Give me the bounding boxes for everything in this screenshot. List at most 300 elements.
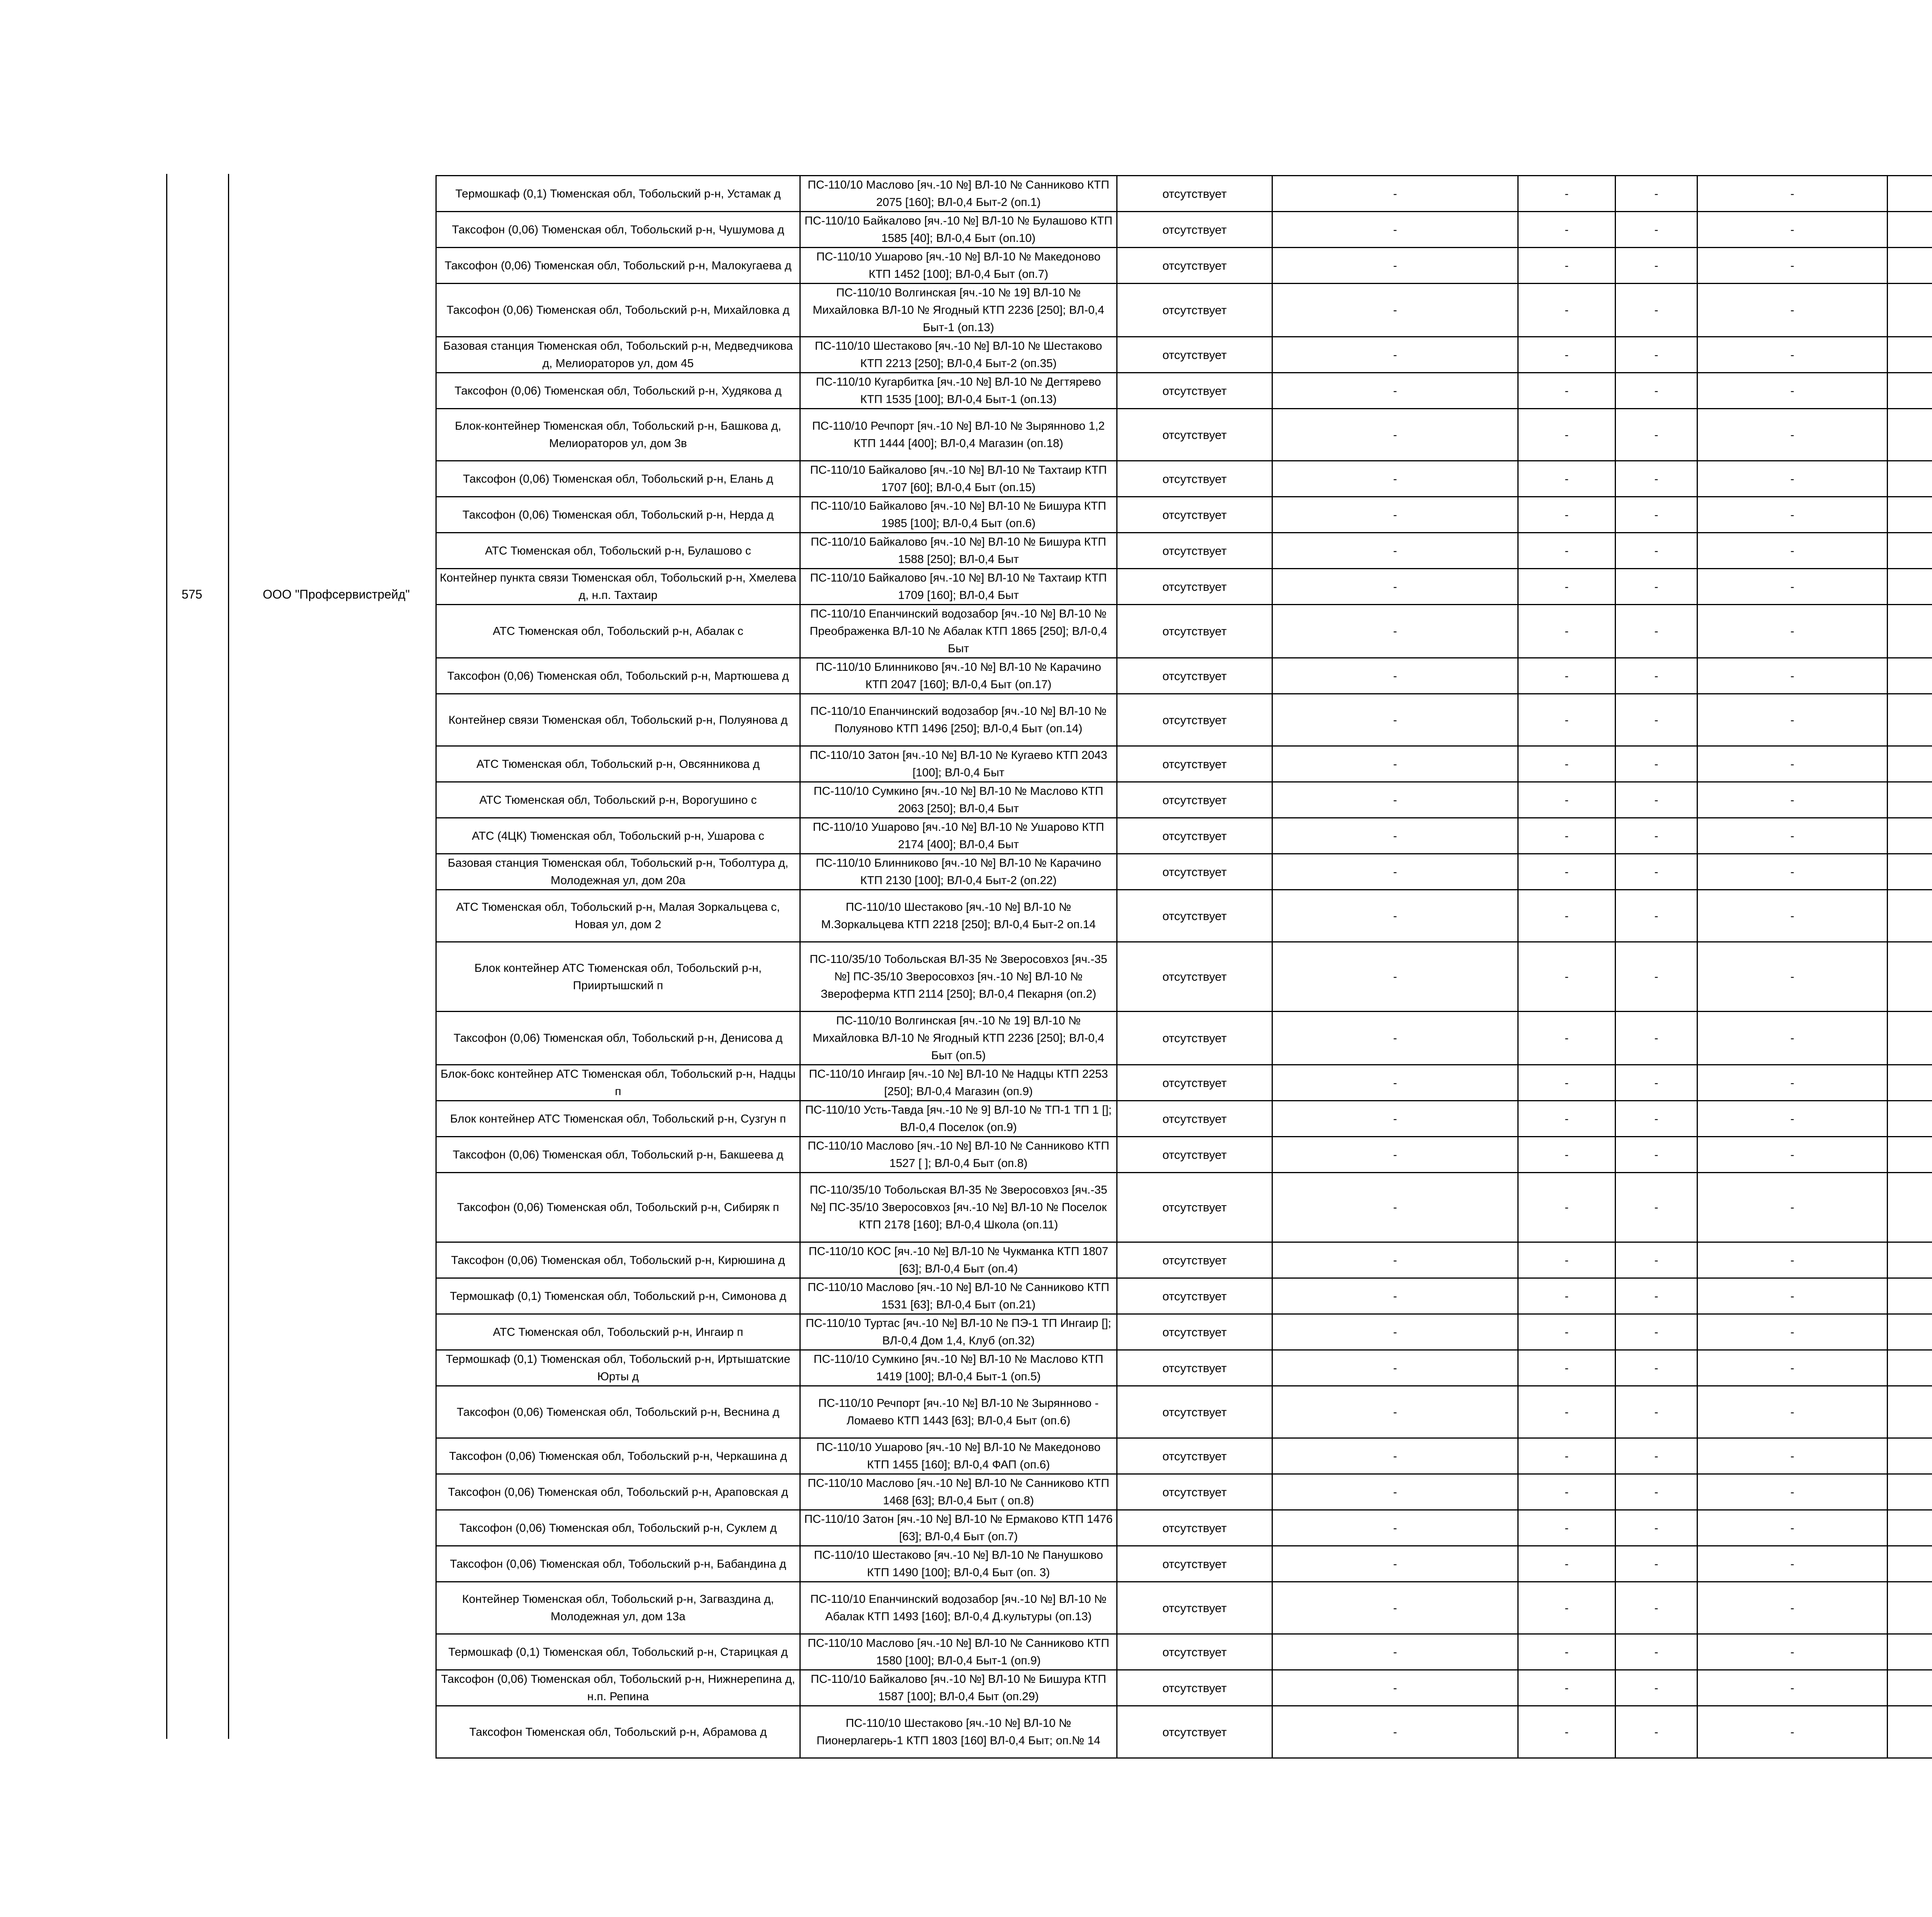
- value-cell-3: -: [1616, 605, 1697, 658]
- table-row: [436, 694, 1932, 746]
- table-row: [436, 1670, 1932, 1706]
- value-cell-2: -: [1518, 373, 1616, 409]
- value-cell-4: -: [1697, 1438, 1888, 1474]
- supply-route-cell: ПС-110/10 Маслово [яч.-10 №] ВЛ-10 № Санниково КТП 1527 [ ]; ВЛ-0,4 Быт (оп.8): [800, 1137, 1117, 1173]
- value-cell-3: -: [1616, 1101, 1697, 1137]
- status-cell: отсутствует: [1117, 284, 1272, 337]
- object-cell: Термошкаф (0,1) Тюменская обл, Тобольский р-н, Симонова д: [436, 1278, 800, 1314]
- table-row: [436, 1242, 1932, 1278]
- value-cell-4: -: [1697, 942, 1888, 1012]
- value-cell-4: -: [1697, 1706, 1888, 1758]
- value-cell-1: -: [1272, 373, 1518, 409]
- value-cell-3: -: [1616, 854, 1697, 890]
- value-cell-1: -: [1272, 569, 1518, 605]
- object-cell: Таксофон (0,06) Тюменская обл, Тобольский р-н, Араповская д: [436, 1474, 800, 1510]
- supply-route-cell: ПС-110/10 Усть-Тавда [яч.-10 № 9] ВЛ-10 № ТП-1 ТП 1 []; ВЛ-0,4 Поселок (оп.9): [800, 1101, 1117, 1137]
- table-row: [436, 1065, 1932, 1101]
- status-cell: отсутствует: [1117, 409, 1272, 461]
- supply-route-cell: ПС-110/10 Ушарово [яч.-10 №] ВЛ-10 № Македоново КТП 1455 [160]; ВЛ-0,4 ФАП (оп.6): [800, 1438, 1117, 1474]
- table-row: [436, 1386, 1932, 1438]
- value-cell-2: -: [1518, 818, 1616, 854]
- value-cell-3: -: [1616, 461, 1697, 497]
- value-cell-2: -: [1518, 1065, 1616, 1101]
- value-cell-5: [1888, 1510, 1932, 1546]
- value-cell-2: -: [1518, 854, 1616, 890]
- value-cell-1: -: [1272, 284, 1518, 337]
- object-cell: АТС Тюменская обл, Тобольский р-н, Овсянникова д: [436, 746, 800, 782]
- value-cell-1: -: [1272, 1510, 1518, 1546]
- value-cell-3: -: [1616, 818, 1697, 854]
- value-cell-4: -: [1697, 1386, 1888, 1438]
- value-cell-2: -: [1518, 284, 1616, 337]
- value-cell-5: [1888, 248, 1932, 284]
- object-cell: Таксофон (0,06) Тюменская обл, Тобольский р-н, Малокугаева д: [436, 248, 800, 284]
- value-cell-1: -: [1272, 497, 1518, 533]
- value-cell-4: -: [1697, 1634, 1888, 1670]
- value-cell-1: -: [1272, 1012, 1518, 1065]
- objects-table: [435, 175, 1932, 1759]
- object-cell: Блок-бокс контейнер АТС Тюменская обл, Тобольский р-н, Надцы п: [436, 1065, 800, 1101]
- value-cell-3: -: [1616, 569, 1697, 605]
- object-cell: Таксофон (0,06) Тюменская обл, Тобольский р-н, Мартюшева д: [436, 658, 800, 694]
- status-cell: отсутствует: [1117, 818, 1272, 854]
- status-cell: отсутствует: [1117, 1101, 1272, 1137]
- value-cell-4: -: [1697, 1474, 1888, 1510]
- object-cell: Таксофон (0,06) Тюменская обл, Тобольский р-н, Михайловка д: [436, 284, 800, 337]
- status-cell: отсутствует: [1117, 1706, 1272, 1758]
- table-row: [436, 1101, 1932, 1137]
- value-cell-4: -: [1697, 1582, 1888, 1634]
- supply-route-cell: ПС-110/10 Маслово [яч.-10 №] ВЛ-10 № Санниково КТП 1531 [63]; ВЛ-0,4 Быт (оп.21): [800, 1278, 1117, 1314]
- value-cell-5: [1888, 373, 1932, 409]
- value-cell-4: -: [1697, 1173, 1888, 1242]
- supply-route-cell: ПС-110/10 КОС [яч.-10 №] ВЛ-10 № Чукманка КТП 1807 [63]; ВЛ-0,4 Быт (оп.4): [800, 1242, 1117, 1278]
- object-cell: АТС (4ЦК) Тюменская обл, Тобольский р-н, Ушарова с: [436, 818, 800, 854]
- value-cell-2: -: [1518, 942, 1616, 1012]
- value-cell-3: -: [1616, 212, 1697, 248]
- table-row: [436, 605, 1932, 658]
- value-cell-5: [1888, 1386, 1932, 1438]
- supply-route-cell: ПС-110/35/10 Тобольская ВЛ-35 № Зверосовхоз [яч.-35 №] ПС-35/10 Зверосовхоз [яч.-10 №] ВЛ-10 № Поселок КТП 2178 [160]; ВЛ-0,4 Школа (оп.11): [800, 1173, 1117, 1242]
- object-cell: Таксофон (0,06) Тюменская обл, Тобольский р-н, Денисова д: [436, 1012, 800, 1065]
- value-cell-2: -: [1518, 569, 1616, 605]
- object-cell: АТС Тюменская обл, Тобольский р-н, Абалак с: [436, 605, 800, 658]
- status-cell: отсутствует: [1117, 373, 1272, 409]
- object-cell: Таксофон (0,06) Тюменская обл, Тобольский р-н, Елань д: [436, 461, 800, 497]
- supply-route-cell: ПС-110/10 Волгинская [яч.-10 № 19] ВЛ-10 № Михайловка ВЛ-10 № Ягодный КТП 2236 [250]; ВЛ-0,4 Быт (оп.5): [800, 1012, 1117, 1065]
- value-cell-3: -: [1616, 248, 1697, 284]
- value-cell-2: -: [1518, 658, 1616, 694]
- value-cell-2: -: [1518, 1670, 1616, 1706]
- status-cell: отсутствует: [1117, 337, 1272, 373]
- value-cell-5: [1888, 176, 1932, 212]
- value-cell-1: -: [1272, 605, 1518, 658]
- value-cell-3: -: [1616, 1173, 1697, 1242]
- value-cell-1: -: [1272, 854, 1518, 890]
- table-row: [436, 782, 1932, 818]
- status-cell: отсутствует: [1117, 1670, 1272, 1706]
- value-cell-1: -: [1272, 461, 1518, 497]
- object-cell: Блок контейнер АТС Тюменская обл, Тобольский р-н, Прииртышский п: [436, 942, 800, 1012]
- value-cell-5: [1888, 212, 1932, 248]
- value-cell-2: -: [1518, 1474, 1616, 1510]
- value-cell-1: -: [1272, 890, 1518, 942]
- value-cell-1: -: [1272, 1386, 1518, 1438]
- object-cell: Таксофон (0,06) Тюменская обл, Тобольский р-н, Веснина д: [436, 1386, 800, 1438]
- value-cell-2: -: [1518, 782, 1616, 818]
- supply-route-cell: ПС-110/10 Волгинская [яч.-10 № 19] ВЛ-10 № Михайловка ВЛ-10 № Ягодный КТП 2236 [250]; ВЛ-0,4 Быт-1 (оп.13): [800, 284, 1117, 337]
- value-cell-5: [1888, 890, 1932, 942]
- value-cell-1: -: [1272, 409, 1518, 461]
- value-cell-2: -: [1518, 337, 1616, 373]
- value-cell-3: -: [1616, 1582, 1697, 1634]
- value-cell-4: -: [1697, 1012, 1888, 1065]
- value-cell-4: -: [1697, 605, 1888, 658]
- supply-route-cell: ПС-110/10 Блинниково [яч.-10 №] ВЛ-10 № Карачино КТП 2130 [100]; ВЛ-0,4 Быт-2 (оп.22): [800, 854, 1117, 890]
- table-row: [436, 1278, 1932, 1314]
- value-cell-3: -: [1616, 1278, 1697, 1314]
- status-cell: отсутствует: [1117, 1242, 1272, 1278]
- value-cell-1: -: [1272, 1670, 1518, 1706]
- table-row: [436, 212, 1932, 248]
- value-cell-4: -: [1697, 533, 1888, 569]
- value-cell-5: [1888, 1438, 1932, 1474]
- status-cell: отсутствует: [1117, 1634, 1272, 1670]
- value-cell-3: -: [1616, 890, 1697, 942]
- value-cell-5: [1888, 1065, 1932, 1101]
- value-cell-4: -: [1697, 1546, 1888, 1582]
- value-cell-5: [1888, 1546, 1932, 1582]
- supply-route-cell: ПС-110/10 Байкалово [яч.-10 №] ВЛ-10 № Булашово КТП 1585 [40]; ВЛ-0,4 Быт (оп.10): [800, 212, 1117, 248]
- value-cell-3: -: [1616, 658, 1697, 694]
- value-cell-4: -: [1697, 337, 1888, 373]
- status-cell: отсутствует: [1117, 1474, 1272, 1510]
- value-cell-1: -: [1272, 1474, 1518, 1510]
- value-cell-5: [1888, 1137, 1932, 1173]
- value-cell-5: [1888, 1012, 1932, 1065]
- table-row: [436, 533, 1932, 569]
- value-cell-5: [1888, 1634, 1932, 1670]
- value-cell-5: [1888, 746, 1932, 782]
- table-row: [436, 658, 1932, 694]
- value-cell-3: -: [1616, 1706, 1697, 1758]
- object-cell: Базовая станция Тюменская обл, Тобольский р-н, Медведчикова д, Мелиораторов ул, дом 45: [436, 337, 800, 373]
- value-cell-2: -: [1518, 533, 1616, 569]
- supply-route-cell: ПС-110/10 Речпорт [яч.-10 №] ВЛ-10 № Зырянново 1,2 КТП 1444 [400]; ВЛ-0,4 Магазин (оп.18): [800, 409, 1117, 461]
- table-row: [436, 409, 1932, 461]
- value-cell-4: -: [1697, 409, 1888, 461]
- status-cell: отсутствует: [1117, 942, 1272, 1012]
- value-cell-1: -: [1272, 1582, 1518, 1634]
- status-cell: отсутствует: [1117, 694, 1272, 746]
- value-cell-3: -: [1616, 176, 1697, 212]
- value-cell-5: [1888, 533, 1932, 569]
- object-cell: Таксофон (0,06) Тюменская обл, Тобольский р-н, Кирюшина д: [436, 1242, 800, 1278]
- value-cell-2: -: [1518, 1706, 1616, 1758]
- object-cell: Таксофон (0,06) Тюменская обл, Тобольский р-н, Нерда д: [436, 497, 800, 533]
- value-cell-2: -: [1518, 1386, 1616, 1438]
- value-cell-3: -: [1616, 782, 1697, 818]
- supply-route-cell: ПС-110/10 Байкалово [яч.-10 №] ВЛ-10 № Тахтаир КТП 1709 [160]; ВЛ-0,4 Быт: [800, 569, 1117, 605]
- value-cell-1: -: [1272, 1101, 1518, 1137]
- value-cell-2: -: [1518, 890, 1616, 942]
- value-cell-5: [1888, 1350, 1932, 1386]
- value-cell-1: -: [1272, 1546, 1518, 1582]
- table-row: [436, 1546, 1932, 1582]
- value-cell-5: [1888, 1242, 1932, 1278]
- value-cell-2: -: [1518, 1582, 1616, 1634]
- value-cell-5: [1888, 1670, 1932, 1706]
- value-cell-3: -: [1616, 409, 1697, 461]
- value-cell-4: -: [1697, 1137, 1888, 1173]
- value-cell-4: -: [1697, 176, 1888, 212]
- object-cell: Блок контейнер АТС Тюменская обл, Тобольский р-н, Сузгун п: [436, 1101, 800, 1137]
- table-row: [436, 1582, 1932, 1634]
- value-cell-4: -: [1697, 1065, 1888, 1101]
- value-cell-1: -: [1272, 782, 1518, 818]
- value-cell-2: -: [1518, 605, 1616, 658]
- status-cell: отсутствует: [1117, 1350, 1272, 1386]
- supply-route-cell: ПС-110/10 Затон [яч.-10 №] ВЛ-10 № Кугаево КТП 2043 [100]; ВЛ-0,4 Быт: [800, 746, 1117, 782]
- status-cell: отсутствует: [1117, 890, 1272, 942]
- status-cell: отсутствует: [1117, 212, 1272, 248]
- value-cell-1: -: [1272, 1242, 1518, 1278]
- value-cell-4: -: [1697, 1314, 1888, 1350]
- status-cell: отсутствует: [1117, 658, 1272, 694]
- object-cell: Термошкаф (0,1) Тюменская обл, Тобольский р-н, Иртышатские Юрты д: [436, 1350, 800, 1386]
- value-cell-5: [1888, 1314, 1932, 1350]
- value-cell-3: -: [1616, 694, 1697, 746]
- supply-route-cell: ПС-110/10 Сумкино [яч.-10 №] ВЛ-10 № Маслово КТП 2063 [250]; ВЛ-0,4 Быт: [800, 782, 1117, 818]
- supply-route-cell: ПС-110/10 Затон [яч.-10 №] ВЛ-10 № Ермаково КТП 1476 [63]; ВЛ-0,4 Быт (оп.7): [800, 1510, 1117, 1546]
- supply-route-cell: ПС-110/10 Епанчинский водозабор [яч.-10 №] ВЛ-10 № Полуяново КТП 1496 [250]; ВЛ-0,4 Быт (оп.14): [800, 694, 1117, 746]
- status-cell: отсутствует: [1117, 176, 1272, 212]
- table-row: [436, 1314, 1932, 1350]
- status-cell: отсутствует: [1117, 497, 1272, 533]
- value-cell-4: -: [1697, 1242, 1888, 1278]
- value-cell-1: -: [1272, 1438, 1518, 1474]
- value-cell-2: -: [1518, 746, 1616, 782]
- object-cell: АТС Тюменская обл, Тобольский р-н, Булашово с: [436, 533, 800, 569]
- table-row: [436, 818, 1932, 854]
- value-cell-4: -: [1697, 284, 1888, 337]
- value-cell-5: [1888, 1173, 1932, 1242]
- value-cell-5: [1888, 1101, 1932, 1137]
- value-cell-1: -: [1272, 658, 1518, 694]
- table-row: [436, 1137, 1932, 1173]
- value-cell-4: -: [1697, 1101, 1888, 1137]
- value-cell-3: -: [1616, 1634, 1697, 1670]
- supply-route-cell: ПС-110/10 Речпорт [яч.-10 №] ВЛ-10 № Зырянново - Ломаево КТП 1443 [63]; ВЛ-0,4 Быт (оп.6): [800, 1386, 1117, 1438]
- value-cell-5: [1888, 337, 1932, 373]
- value-cell-5: [1888, 461, 1932, 497]
- value-cell-5: [1888, 605, 1932, 658]
- value-cell-1: -: [1272, 1350, 1518, 1386]
- status-cell: отсутствует: [1117, 1386, 1272, 1438]
- value-cell-5: [1888, 658, 1932, 694]
- object-cell: Контейнер связи Тюменская обл, Тобольский р-н, Полуянова д: [436, 694, 800, 746]
- status-cell: отсутствует: [1117, 746, 1272, 782]
- object-cell: АТС Тюменская обл, Тобольский р-н, Ворогушино с: [436, 782, 800, 818]
- status-cell: отсутствует: [1117, 782, 1272, 818]
- supply-route-cell: ПС-110/10 Ингаир [яч.-10 №] ВЛ-10 № Надцы КТП 2253 [250]; ВЛ-0,4 Магазин (оп.9): [800, 1065, 1117, 1101]
- value-cell-3: -: [1616, 1314, 1697, 1350]
- value-cell-4: -: [1697, 373, 1888, 409]
- value-cell-4: -: [1697, 818, 1888, 854]
- value-cell-2: -: [1518, 1634, 1616, 1670]
- value-cell-5: [1888, 284, 1932, 337]
- supply-route-cell: ПС-110/10 Шестаково [яч.-10 №] ВЛ-10 № Пионерлагерь-1 КТП 1803 [160] ВЛ-0,4 Быт; оп.№ 14: [800, 1706, 1117, 1758]
- object-cell: Таксофон Тюменская обл, Тобольский р-н, Абрамова д: [436, 1706, 800, 1758]
- object-cell: Термошкаф (0,1) Тюменская обл, Тобольский р-н, Старицкая д: [436, 1634, 800, 1670]
- object-cell: Таксофон (0,06) Тюменская обл, Тобольский р-н, Нижнерепина д, н.п. Репина: [436, 1670, 800, 1706]
- table-row: [436, 176, 1932, 212]
- left-border-line: [166, 174, 167, 1739]
- value-cell-4: -: [1697, 248, 1888, 284]
- status-cell: отсутствует: [1117, 1012, 1272, 1065]
- value-cell-1: -: [1272, 533, 1518, 569]
- value-cell-3: -: [1616, 1670, 1697, 1706]
- object-cell: Базовая станция Тюменская обл, Тобольский р-н, Тоболтура д, Молодежная ул, дом 20а: [436, 854, 800, 890]
- status-cell: отсутствует: [1117, 461, 1272, 497]
- value-cell-4: -: [1697, 1278, 1888, 1314]
- value-cell-2: -: [1518, 1012, 1616, 1065]
- value-cell-1: -: [1272, 1137, 1518, 1173]
- supply-route-cell: ПС-110/10 Байкалово [яч.-10 №] ВЛ-10 № Бишура КТП 1985 [100]; ВЛ-0,4 Быт (оп.6): [800, 497, 1117, 533]
- table-row: [436, 461, 1932, 497]
- value-cell-5: [1888, 942, 1932, 1012]
- value-cell-3: -: [1616, 1438, 1697, 1474]
- object-cell: Термошкаф (0,1) Тюменская обл, Тобольский р-н, Устамак д: [436, 176, 800, 212]
- value-cell-1: -: [1272, 1173, 1518, 1242]
- value-cell-1: -: [1272, 942, 1518, 1012]
- status-cell: отсутствует: [1117, 1314, 1272, 1350]
- value-cell-2: -: [1518, 1137, 1616, 1173]
- status-cell: отсутствует: [1117, 1065, 1272, 1101]
- value-cell-5: [1888, 497, 1932, 533]
- value-cell-2: -: [1518, 248, 1616, 284]
- supply-route-cell: ПС-110/10 Блинниково [яч.-10 №] ВЛ-10 № Карачино КТП 2047 [160]; ВЛ-0,4 Быт (оп.17): [800, 658, 1117, 694]
- value-cell-5: [1888, 1582, 1932, 1634]
- value-cell-3: -: [1616, 1350, 1697, 1386]
- table-row: [436, 569, 1932, 605]
- value-cell-3: -: [1616, 1546, 1697, 1582]
- value-cell-3: -: [1616, 1242, 1697, 1278]
- table-row: [436, 497, 1932, 533]
- table-row: [436, 284, 1932, 337]
- object-cell: Таксофон (0,06) Тюменская обл, Тобольский р-н, Бакшеева д: [436, 1137, 800, 1173]
- table-row: [436, 337, 1932, 373]
- table-row: [436, 1634, 1932, 1670]
- supply-route-cell: ПС-110/10 Ушарово [яч.-10 №] ВЛ-10 № Ушарово КТП 2174 [400]; ВЛ-0,4 Быт: [800, 818, 1117, 854]
- table-row: [436, 890, 1932, 942]
- value-cell-3: -: [1616, 1012, 1697, 1065]
- value-cell-1: -: [1272, 818, 1518, 854]
- value-cell-3: -: [1616, 1474, 1697, 1510]
- supply-route-cell: ПС-110/10 Епанчинский водозабор [яч.-10 №] ВЛ-10 № Преображенка ВЛ-10 № Абалак КТП 1865 [250]; ВЛ-0,4 Быт: [800, 605, 1117, 658]
- value-cell-3: -: [1616, 1510, 1697, 1546]
- table-row: [436, 942, 1932, 1012]
- value-cell-1: -: [1272, 212, 1518, 248]
- supply-route-cell: ПС-110/35/10 Тобольская ВЛ-35 № Зверосовхоз [яч.-35 №] ПС-35/10 Зверосовхоз [яч.-10 №] ВЛ-10 № Звероферма КТП 2114 [250]; ВЛ-0,4 Пекарня (оп.2): [800, 942, 1117, 1012]
- value-cell-5: [1888, 1706, 1932, 1758]
- status-cell: отсутствует: [1117, 1546, 1272, 1582]
- value-cell-2: -: [1518, 497, 1616, 533]
- value-cell-2: -: [1518, 1350, 1616, 1386]
- value-cell-1: -: [1272, 1065, 1518, 1101]
- object-cell: Таксофон (0,06) Тюменская обл, Тобольский р-н, Суклем д: [436, 1510, 800, 1546]
- value-cell-4: -: [1697, 1510, 1888, 1546]
- table-row: [436, 1173, 1932, 1242]
- table-row: [436, 1706, 1932, 1758]
- status-cell: отсутствует: [1117, 569, 1272, 605]
- object-cell: Таксофон (0,06) Тюменская обл, Тобольский р-н, Сибиряк п: [436, 1173, 800, 1242]
- value-cell-2: -: [1518, 212, 1616, 248]
- value-cell-3: -: [1616, 373, 1697, 409]
- value-cell-1: -: [1272, 337, 1518, 373]
- value-cell-4: -: [1697, 658, 1888, 694]
- supply-route-cell: ПС-110/10 Маслово [яч.-10 №] ВЛ-10 № Санниково КТП 2075 [160]; ВЛ-0,4 Быт-2 (оп.1): [800, 176, 1117, 212]
- supply-route-cell: ПС-110/10 Шестаково [яч.-10 №] ВЛ-10 № Панушково КТП 1490 [100]; ВЛ-0,4 Быт (оп. 3): [800, 1546, 1117, 1582]
- supply-route-cell: ПС-110/10 Шестаково [яч.-10 №] ВЛ-10 № М.Зоркальцева КТП 2218 [250]; ВЛ-0,4 Быт-2 оп.14: [800, 890, 1117, 942]
- table-row: [436, 854, 1932, 890]
- supply-route-cell: ПС-110/10 Байкалово [яч.-10 №] ВЛ-10 № Бишура КТП 1587 [100]; ВЛ-0,4 Быт (оп.29): [800, 1670, 1117, 1706]
- organization-name: ООО "Профсервистрейд": [263, 587, 410, 601]
- object-cell: Контейнер Тюменская обл, Тобольский р-н, Загваздина д, Молодежная ул, дом 13а: [436, 1582, 800, 1634]
- value-cell-5: [1888, 1474, 1932, 1510]
- value-cell-1: -: [1272, 1278, 1518, 1314]
- value-cell-1: -: [1272, 694, 1518, 746]
- status-cell: отсутствует: [1117, 1278, 1272, 1314]
- value-cell-4: -: [1697, 1350, 1888, 1386]
- table-row: [436, 1012, 1932, 1065]
- table-row: [436, 746, 1932, 782]
- supply-route-cell: ПС-110/10 Шестаково [яч.-10 №] ВЛ-10 № Шестаково КТП 2213 [250]; ВЛ-0,4 Быт-2 (оп.35): [800, 337, 1117, 373]
- status-cell: отсутствует: [1117, 1582, 1272, 1634]
- value-cell-2: -: [1518, 1101, 1616, 1137]
- status-cell: отсутствует: [1117, 1137, 1272, 1173]
- supply-route-cell: ПС-110/10 Сумкино [яч.-10 №] ВЛ-10 № Маслово КТП 1419 [100]; ВЛ-0,4 Быт-1 (оп.5): [800, 1350, 1117, 1386]
- supply-route-cell: ПС-110/10 Маслово [яч.-10 №] ВЛ-10 № Санниково КТП 1468 [63]; ВЛ-0,4 Быт ( оп.8): [800, 1474, 1117, 1510]
- value-cell-5: [1888, 818, 1932, 854]
- value-cell-1: -: [1272, 746, 1518, 782]
- value-cell-4: -: [1697, 461, 1888, 497]
- value-cell-1: -: [1272, 1634, 1518, 1670]
- supply-route-cell: ПС-110/10 Кугарбитка [яч.-10 №] ВЛ-10 № Дегтярево КТП 1535 [100]; ВЛ-0,4 Быт-1 (оп.13): [800, 373, 1117, 409]
- value-cell-4: -: [1697, 1670, 1888, 1706]
- value-cell-3: -: [1616, 284, 1697, 337]
- value-cell-2: -: [1518, 694, 1616, 746]
- value-cell-3: -: [1616, 746, 1697, 782]
- value-cell-2: -: [1518, 461, 1616, 497]
- value-cell-4: -: [1697, 746, 1888, 782]
- value-cell-2: -: [1518, 1278, 1616, 1314]
- value-cell-3: -: [1616, 1386, 1697, 1438]
- value-cell-1: -: [1272, 1314, 1518, 1350]
- table-row: [436, 373, 1932, 409]
- value-cell-1: -: [1272, 248, 1518, 284]
- value-cell-2: -: [1518, 1546, 1616, 1582]
- value-cell-4: -: [1697, 890, 1888, 942]
- value-cell-3: -: [1616, 497, 1697, 533]
- status-cell: отсутствует: [1117, 854, 1272, 890]
- table-row: [436, 1474, 1932, 1510]
- supply-route-cell: ПС-110/10 Епанчинский водозабор [яч.-10 №] ВЛ-10 № Абалак КТП 1493 [160]; ВЛ-0,4 Д.культуры (оп.13): [800, 1582, 1117, 1634]
- value-cell-2: -: [1518, 1314, 1616, 1350]
- value-cell-2: -: [1518, 1438, 1616, 1474]
- value-cell-3: -: [1616, 533, 1697, 569]
- value-cell-2: -: [1518, 1510, 1616, 1546]
